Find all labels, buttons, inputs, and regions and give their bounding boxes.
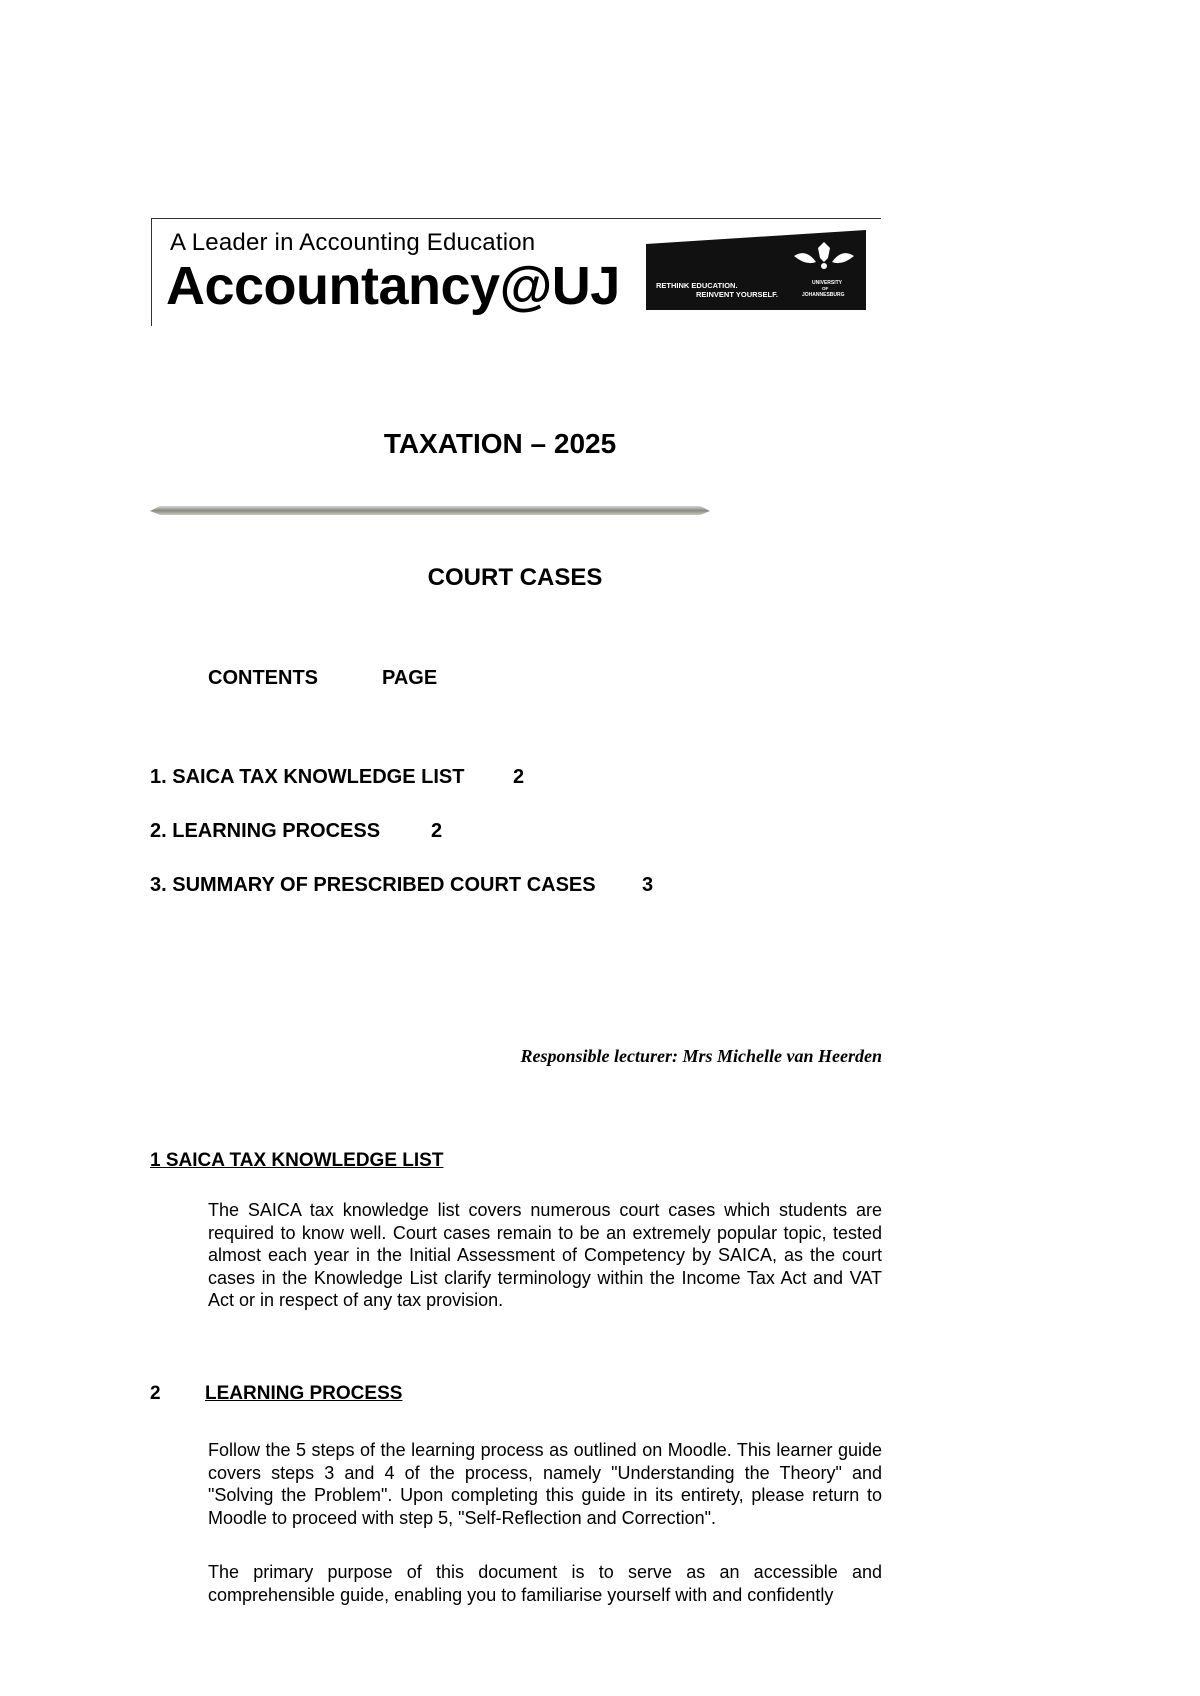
slogan-line-1: RETHINK EDUCATION. xyxy=(656,281,738,290)
section-1-heading: 1 SAICA TAX KNOWLEDGE LIST xyxy=(150,1150,444,1171)
university-line-1: UNIVERSITY xyxy=(812,280,843,286)
title-divider xyxy=(150,504,710,518)
section-1-paragraph: The SAICA tax knowledge list covers numerous court cases which students are required to know well. Court cases remain to be an extremely popular topic, tested almost each year in the Initial Assessment of Competency by SAICA, as the court cases in the Knowledge List clarify terminology within the Income Tax Act and VAT Act or in respect of any tax provision. xyxy=(208,1200,882,1311)
document-title: TAXATION – 2025 xyxy=(383,428,617,459)
toc-page-label: PAGE xyxy=(382,667,438,689)
section-2-paragraph: The primary purpose of this document is to serve as an accessible and comprehensible guide, enabling you to familiarise yourself with and confidently xyxy=(208,1562,882,1605)
university-line-2: OF xyxy=(822,286,829,291)
section-2-number: 2 xyxy=(150,1383,161,1404)
toc-item-page: 2 xyxy=(431,820,443,842)
toc-item: 3. SUMMARY OF PRESCRIBED COURT CASES xyxy=(150,874,596,896)
university-line-3: JOHANNESBURG xyxy=(802,292,845,298)
banner-brand: Accountancy@UJ xyxy=(166,256,620,316)
toc-contents-label: CONTENTS xyxy=(208,667,318,689)
slogan-line-2: REINVENT YOURSELF. xyxy=(696,290,778,299)
toc-item-page: 2 xyxy=(513,766,525,788)
toc-item: 1. SAICA TAX KNOWLEDGE LIST xyxy=(150,766,465,788)
section-title: COURT CASES xyxy=(427,564,603,591)
section-2-heading: LEARNING PROCESS xyxy=(205,1383,403,1404)
header-banner xyxy=(151,218,881,326)
section-2-paragraph: Follow the 5 steps of the learning process as outlined on Moodle. This learner guide covers steps 3 and 4 of the process, namely "Understanding the Theory" and "Solving the Problem". Upon completing this guide in its entirety, please return to Moodle to proceed with step 5, "Self-Reflection and Correction". xyxy=(208,1440,882,1528)
responsible-lecturer: Responsible lecturer: Mrs Michelle van Heerden xyxy=(520,1046,882,1066)
toc-item-page: 3 xyxy=(642,874,654,896)
toc-item: 2. LEARNING PROCESS xyxy=(150,820,381,842)
uj-logo-block xyxy=(646,230,866,310)
banner-tagline: A Leader in Accounting Education xyxy=(170,229,536,256)
